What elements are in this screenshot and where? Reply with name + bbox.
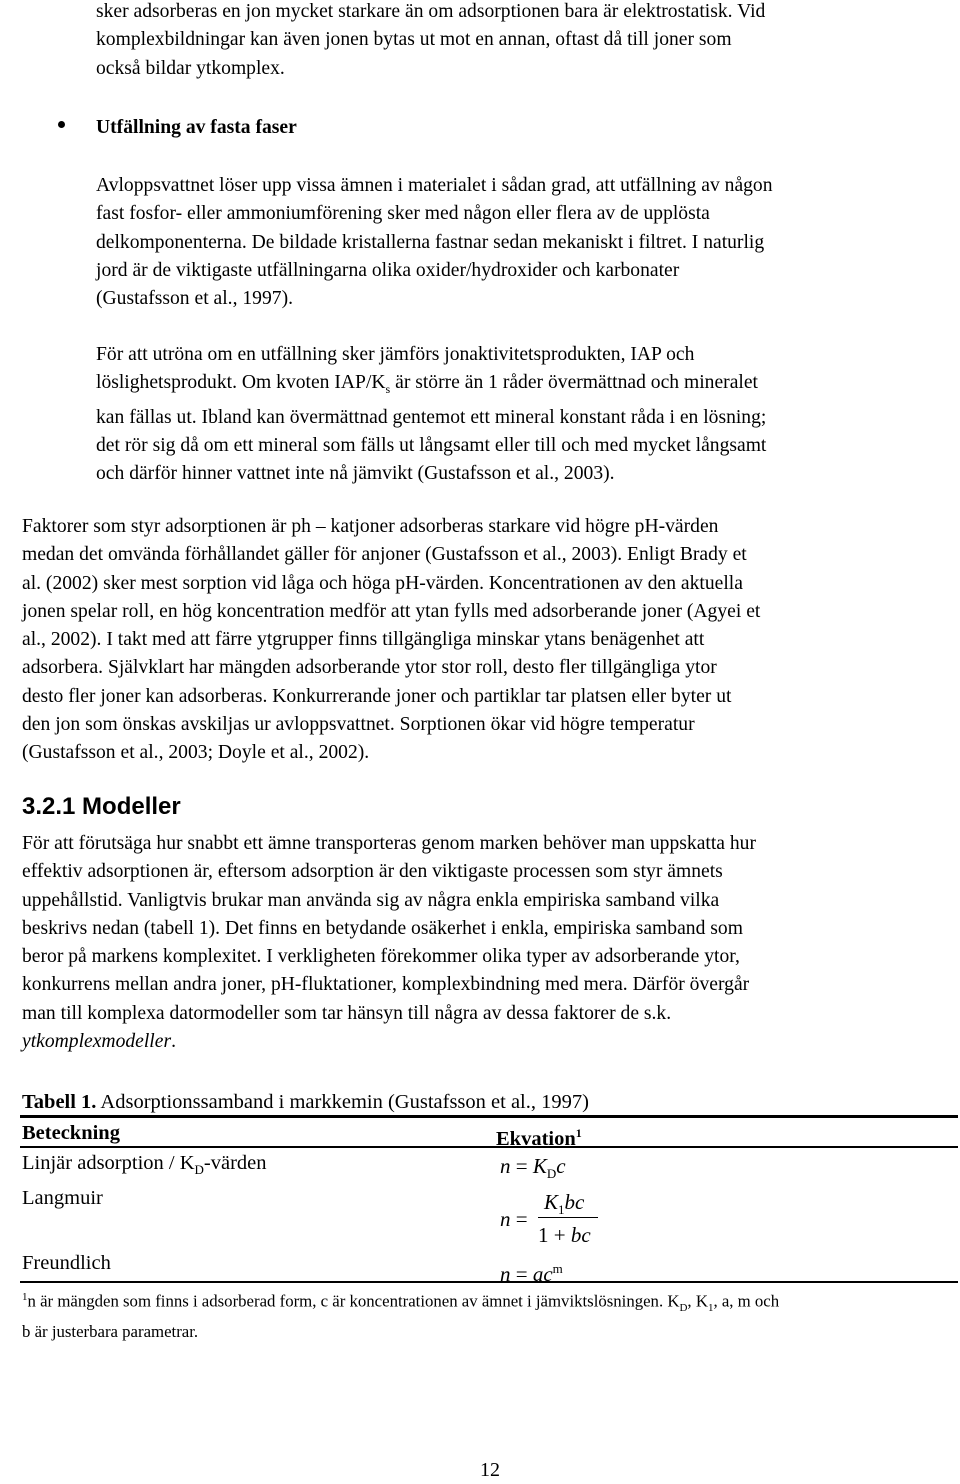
text-line: man till komplexa datormodeller som tar hänsyn till några av dessa faktorer de s.k. [22, 1002, 672, 1024]
text-line: Faktorer som styr adsorptionen är ph – katjoner adsorberas starkare vid högre pH-värden [22, 516, 719, 537]
text-line: den jon som önskas avskiljas ur avloppsvattnet. Sorptionen ökar vid högre temperatur [22, 714, 695, 736]
langmuir-fraction-bar [538, 1217, 598, 1218]
text-line: (Gustafsson et al., 2003; Doyle et al., 2002). [22, 742, 370, 764]
table-caption-label: Tabell 1. [22, 1091, 97, 1113]
text-line: konkurrens mellan andra joner, pH-fluktationer, komplexbindning med mera. Därför övergår [22, 974, 750, 996]
table-footnote [22, 1286, 779, 1343]
text-line: effektiv adsorptionen är, eftersom adsorption är den viktigaste processen som styr ämnets [22, 861, 723, 883]
table-row-linear-name [22, 1150, 267, 1183]
text-line [22, 1028, 756, 1056]
text-fragment: löslighetsprodukt. Om kvoten IAP/K [96, 372, 386, 394]
footnote-line: b är justerbara parametrar. [22, 1321, 199, 1341]
text-line: uppehållstid. Vanligtvis brukar man använda sig av några enkla empiriska samband vilka [22, 889, 720, 911]
text-line: sker adsorberas en jon mycket starkare än om adsorptionen bara är elektrostatisk. Vid [96, 1, 766, 22]
subscript: s [385, 382, 391, 397]
italic-term: ytkomplexmodeller [22, 1031, 172, 1053]
eq-var: n [500, 1207, 511, 1231]
text-line: Avloppsvattnet löser upp vissa ämnen i materialet i sådan grad, att utfällning av någon [96, 175, 773, 196]
text-line: kan fällas ut. Ibland kan övermättnad gentemot ett mineral konstant råda i en lösning; [96, 406, 767, 428]
page-number: 12 [480, 1459, 500, 1481]
eq-operator: = [515, 1154, 528, 1178]
subscript: 1 [707, 1301, 714, 1314]
table-header-equation [496, 1120, 582, 1152]
table-row-freundlich-name: Freundlich [22, 1252, 111, 1274]
eq-var: n [500, 1262, 511, 1286]
footnote-mark: 1 [22, 1291, 28, 1303]
text-fragment: n är mängden som finns i adsorberad form, c är koncentrationen av ämnet i jämviktslösningen. K [27, 1291, 680, 1311]
eq-subscript: 1 [558, 1202, 565, 1218]
eq-var: bc [564, 1190, 585, 1214]
text-line: desto fler joner kan adsorberas. Konkurrerande joner och partiklar tar platsen eller byter ut [22, 685, 732, 707]
text-line: För att utröna om en utfällning sker jämförs jonaktivitetsprodukten, IAP och [96, 344, 695, 365]
text-line: adsorbera. Självklart har mängden adsorberande ytor stor roll, desto fler tillgängliga ytor [22, 657, 717, 679]
factors-paragraph [22, 513, 760, 768]
subscript: D [194, 1162, 204, 1178]
superscript: 1 [575, 1126, 582, 1140]
text-fragment: , K [687, 1291, 708, 1311]
eq-subscript: D [546, 1166, 557, 1182]
section-heading: 3.2.1 Modeller [22, 793, 181, 820]
eq-operator: + [553, 1223, 566, 1247]
table-row-langmuir-name: Langmuir [22, 1187, 103, 1209]
text-line: det rör sig då om ett mineral som fälls ut långsamt eller till och med mycket långsamt [96, 434, 767, 456]
langmuir-lhs [500, 1206, 528, 1232]
text-line: också bildar ytkomplex. [96, 57, 285, 79]
text-line: och därför hinner vattnet inte nå jämvikt (Gustafsson et al., 2003). [96, 463, 615, 485]
text-fragment: Ekvation [496, 1127, 576, 1150]
table-top-rule [20, 1115, 958, 1118]
eq-operator: = [515, 1207, 528, 1231]
text-line: medan det omvända förhållandet gäller för anjoner (Gustafsson et al., 2003). Enligt Brady et [22, 544, 747, 566]
text-line: komplexbildningar kan även jonen bytas ut mot en annan, oftast då till joner som [96, 29, 732, 51]
table-header-designation: Beteckning [22, 1122, 120, 1144]
eq-var: ac [532, 1262, 553, 1286]
eq-number: 1 [538, 1223, 549, 1247]
footnote-line [22, 1286, 779, 1320]
text-line: jonen spelar roll, en hög koncentration medför att ytan fylls med adsorberande joner (Agyei et [22, 600, 761, 622]
eq-superscript: m [552, 1261, 563, 1276]
table-row-freundlich-equation [500, 1256, 563, 1287]
eq-var: K [544, 1190, 559, 1214]
eq-var: c [556, 1154, 566, 1178]
text-line: al. (2002) sker mest sorption vid låga och höga pH-värden. Koncentrationen av den aktuella [22, 572, 743, 594]
eq-operator: = [515, 1262, 528, 1286]
bullet-heading: Utfällning av fasta faser [96, 117, 297, 138]
text-line: jord är de viktigaste utfällningarna olika oxider/hydroxider och karbonater [96, 259, 680, 281]
text-line: (Gustafsson et al., 1997). [96, 288, 293, 310]
intro-paragraph [96, 0, 765, 83]
bullet-dot-icon [58, 121, 65, 128]
table-caption [22, 1088, 589, 1116]
text-line: För att förutsäga hur snabbt ett ämne transporteras genom marken behöver man uppskatta hur [22, 833, 757, 854]
text-fragment: , a, m och [713, 1291, 780, 1311]
text-line: fast fosfor- eller ammoniumförening sker med någon eller flera av de upplösta [96, 203, 710, 225]
text-line [96, 369, 766, 403]
text-fragment: -värden [203, 1152, 267, 1174]
table-header-rule [20, 1146, 958, 1148]
saturation-paragraph [96, 341, 766, 488]
text-fragment: är större än 1 råder övermättnad och mineralet [390, 372, 758, 394]
table-row-linear-equation [500, 1153, 566, 1187]
text-line: delkomponenterna. De bildade kristallerna fastnar sedan mekaniskt i filtret. I naturlig [96, 231, 765, 253]
models-paragraph [22, 830, 756, 1056]
text-line: al., 2002). I takt med att färre ytgrupper finns tillgängliga minskar ytans benägenhet att [22, 629, 705, 651]
table-caption-text: Adsorptionssamband i markkemin (Gustafsson et al., 1997) [96, 1091, 589, 1113]
eq-var: n [500, 1154, 511, 1178]
text-fragment: . [171, 1031, 176, 1053]
eq-var: K [532, 1154, 547, 1178]
langmuir-denominator [538, 1222, 591, 1248]
text-line: beskrivs nedan (tabell 1). Det finns en betydande osäkerhet i enkla, empiriska samband som [22, 917, 743, 939]
text-fragment: Linjär adsorption / K [22, 1152, 195, 1174]
eq-var: bc [570, 1223, 591, 1247]
text-line: beror på markens komplexitet. I verkligheten förekommer olika typer av adsorberande ytor, [22, 946, 740, 968]
table-bottom-rule [20, 1281, 958, 1283]
precipitation-paragraph [96, 172, 773, 313]
subscript: D [679, 1301, 688, 1314]
